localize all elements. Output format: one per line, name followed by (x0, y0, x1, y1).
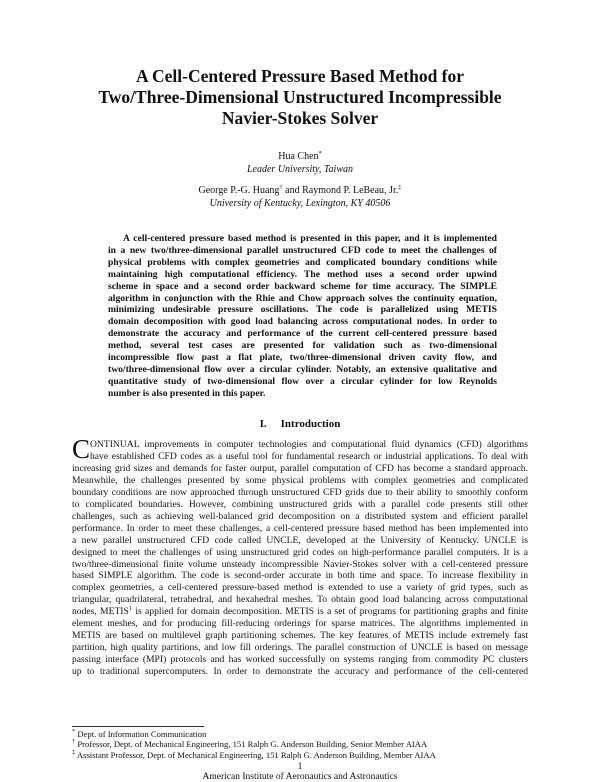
footnotes (72, 729, 528, 760)
abstract-line: physical problems with complex geometries and complicated boundary conditions while (108, 256, 497, 268)
abstract-line: scheme in space and a second order backward scheme for time accuracy. The SIMPLE (108, 280, 497, 292)
section-title: Introduction (280, 418, 341, 430)
body-line: challenges, such as achieving well-balanced grid decomposition on a distributed system and efficient parallel (72, 510, 528, 522)
footnote-text: Dept. of Information Communication (75, 729, 207, 739)
abstract-line: A cell-centered pressure based method is presented in this paper, and it is implemented (123, 233, 497, 244)
body-line: performance. In order to meet these challenges, a cell-centered pressure based method has been implemented into (72, 522, 528, 534)
body-line: increasing grid sizes and demands for faster output, parallel computation of CFD has become a standard approach. (72, 462, 528, 474)
author-name: Raymond P. LeBeau, Jr. (302, 185, 399, 196)
body-line: to complicated boundaries. However, combining unstructured grids with a parallel code presents still other (72, 498, 528, 510)
abstract-line: two/three-dimensional flow over a circular cylinder. Notably, an extensive qualitative and (108, 363, 497, 375)
abstract-line: incompressible flow past a flat plate, two/three-dimensional driven cavity flow, and (108, 352, 497, 364)
abstract-line: quantitative study of two-dimensional flow over a circular cylinder for low Reynolds (108, 375, 497, 387)
body-text-fragment: is applied for domain decomposition. METIS is a set of programs for partitioning graphs and finite (132, 606, 528, 618)
drop-cap: C (72, 434, 91, 464)
footnote-mark: ‡ (72, 748, 76, 756)
footnote-rule (72, 726, 204, 727)
page-footer: American Institute of Aeronautics and Astronautics (202, 772, 398, 782)
footnote (72, 750, 528, 760)
title-line-3: Navier-Stokes Solver (221, 108, 379, 128)
author-conjunction: and (282, 185, 303, 196)
body-line: two/three-dimensional finite volume unsteady incompressible Navier-Stokes solver with a cell-centered pressure (72, 558, 528, 570)
paper-title (60, 66, 540, 129)
body-line: designed to meet the challenges of using unstructured grid codes on high-performance parallel computers. It is a (72, 546, 528, 558)
body-line: METIS are based on multilevel graph partitioning schemes. The key features of METIS include extremely fast (72, 630, 528, 642)
footnote (72, 739, 528, 749)
abstract-line: number is also presented in this paper. (108, 387, 266, 399)
title-line-1: A Cell-Centered Pressure Based Method for (135, 66, 465, 86)
author-footnote-mark: ‡ (398, 184, 402, 191)
abstract-line: minimizing undesirable pressure oscillations. The code is parallelized using METIS (108, 304, 497, 316)
section-number: I. (259, 418, 267, 430)
abstract (108, 233, 497, 400)
author-footnote-mark: * (318, 150, 322, 157)
affiliation-secondary: University of Kentucky, Lexington, KY 40506 (209, 198, 391, 209)
body-line: Meanwhile, the challenges presented by some physical problems with complex geometries and complicated (72, 474, 528, 486)
author-secondary (0, 185, 600, 197)
body-line: complex geometries, a cell-centered pressure-based method is extended to use a variety of grid types, such as (72, 582, 528, 594)
abstract-line: demonstrate the accuracy and performance of the current cell-centered pressure based (108, 328, 497, 340)
footnote-text: Professor, Dept. of Mechanical Engineering, 151 Ralph G. Anderson Building, Senior Member AIAA (75, 739, 428, 750)
page-number: 1 (297, 762, 303, 772)
reference-mark: 1 (128, 605, 133, 613)
body-line: partition, high quality partitions, and low fill orderings. The parallel construction of UNCLE is based on message (72, 642, 528, 654)
body-line (72, 606, 528, 618)
author-primary (0, 151, 600, 163)
body-line: ONTINUAL improvements in computer technologies and computational fluid dynamics (CFD) algorithms (90, 439, 528, 450)
body-line: passing interface (MPI) protocols and has worked successfully on systems ranging from commodity PC clusters (72, 654, 528, 666)
body-line: triangular, quadrilateral, tetrahedral, and hexahedral meshes. To obtain good load balancing across computational (72, 594, 528, 606)
footnote (72, 729, 528, 739)
body-line: based SIMPLE algorithm. The code is second-order accurate in both time and space. To increase flexibility in (72, 570, 528, 582)
footnote-mark: † (72, 738, 76, 746)
section-heading (0, 418, 600, 431)
body-line: have established CFD codes as a useful tool for fundamental research or industrial applications. To deal with (90, 450, 528, 462)
affiliation-primary: Leader University, Taiwan (246, 164, 354, 175)
author-name: George P.-G. Huang (198, 185, 280, 196)
abstract-line: domain decomposition with good load balancing across computational nodes. In order to (108, 316, 497, 328)
title-line-2: Two/Three-Dimensional Unstructured Incompressible (98, 87, 502, 107)
body-text-fragment: nodes, METIS (72, 606, 129, 618)
body-line: up to traditional supercomputers. In order to demonstrate the accuracy and performance of the cell-centered (72, 666, 528, 678)
author-footnote-mark: † (279, 184, 283, 191)
body-line: a new parallel unstructured CFD code called UNCLE, developed at the University of Kentucky. UNCLE is (72, 534, 528, 546)
body-text (72, 439, 528, 678)
body-line: boundary conditions are now approached through unstructured CFD grids due to their ability to smoothly conform (72, 486, 528, 498)
abstract-line: maintaining high computational efficiency. The method uses a second order upwind (108, 268, 497, 280)
abstract-line: in a new two/three-dimensional parallel unstructured CFD code to meet the challenges of (108, 244, 497, 256)
footnote-mark: * (72, 728, 76, 735)
abstract-line: algorithm in conjunction with the Rhie and Chow approach solves the continuity equation, (108, 292, 497, 304)
author-name: Hua Chen (278, 151, 319, 162)
abstract-line: method, several test cases are presented for validation such as two-dimensional (108, 340, 497, 352)
footnote-text: Assistant Professor, Dept. of Mechanical Engineering, 151 Ralph G. Anderson Building, Member AIAA (75, 749, 436, 760)
body-line: element meshes, and for producing fill-reducing orderings for sparse matrices. The algorithms implemented in (72, 618, 528, 630)
